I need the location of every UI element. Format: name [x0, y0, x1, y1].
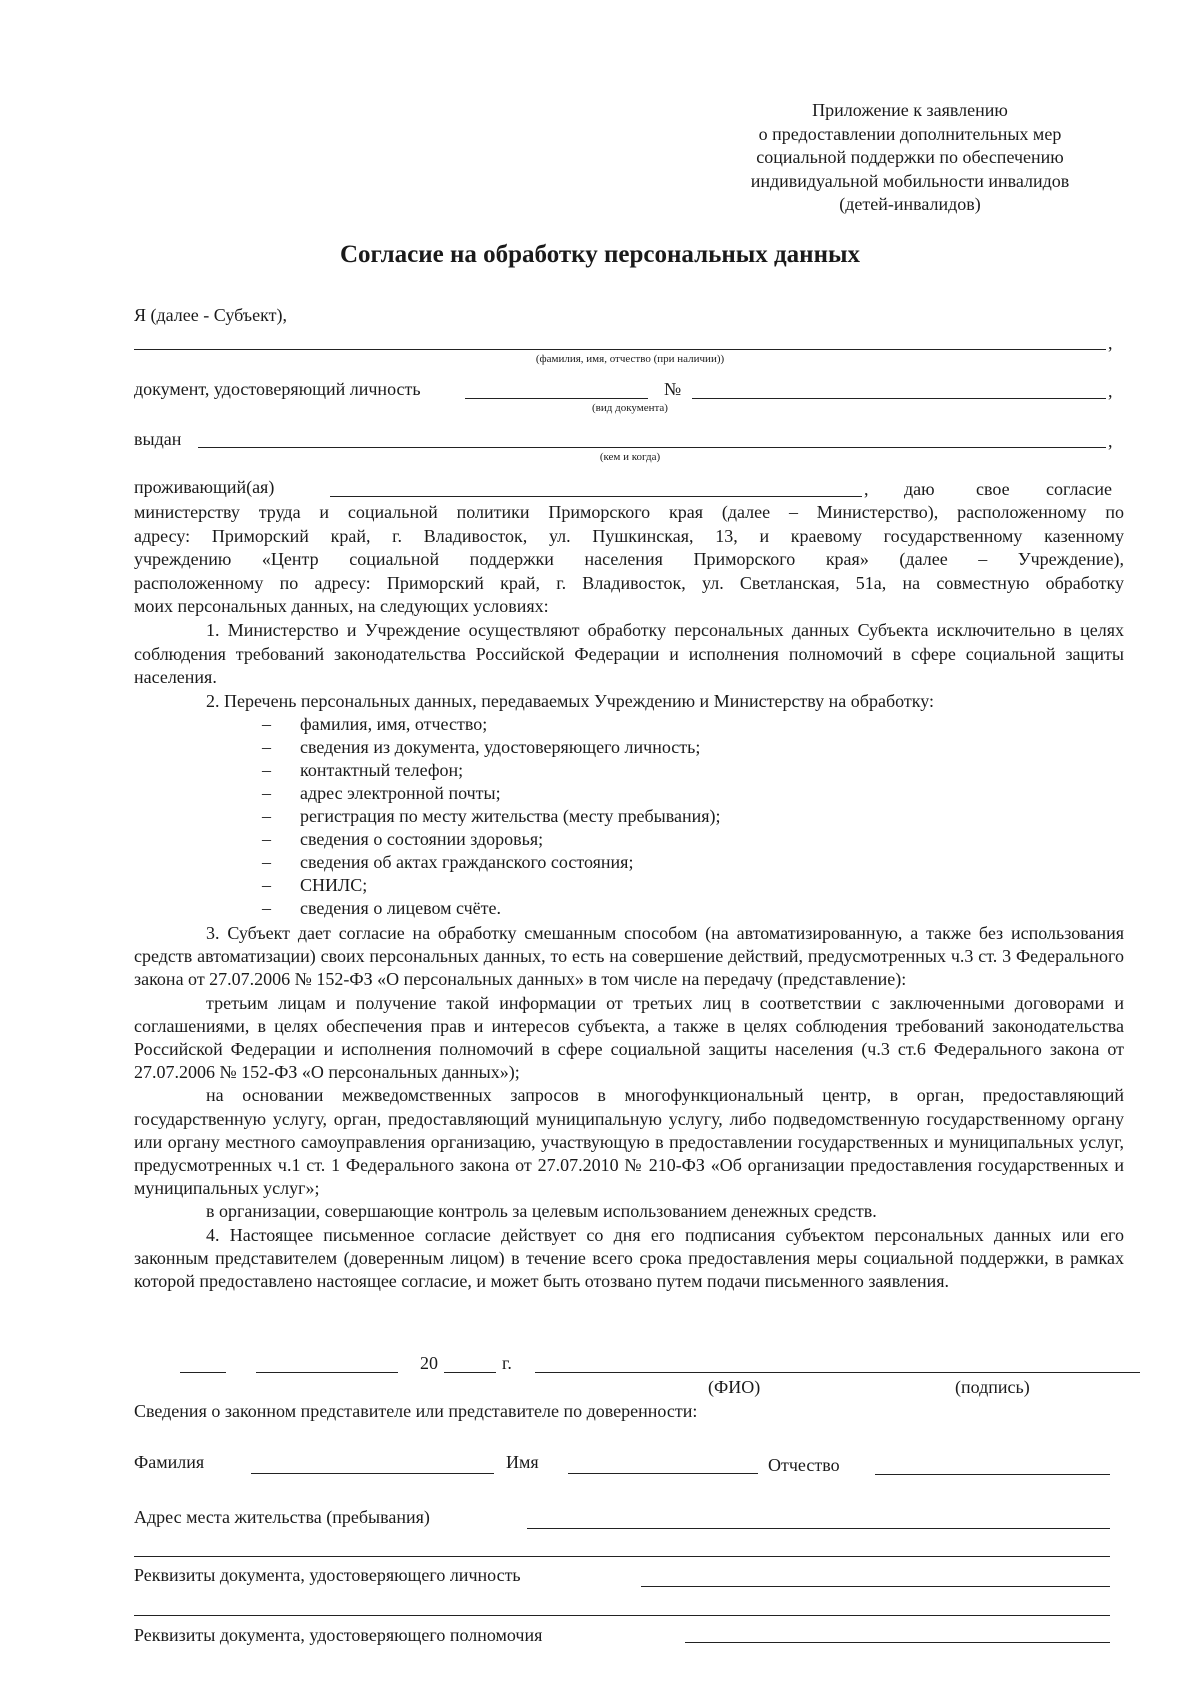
comma: , — [864, 479, 869, 499]
appendix-line: социальной поддержки по обеспечению — [756, 147, 1064, 167]
list-item: – регистрация по месту жительства (месту пребывания); — [262, 806, 721, 826]
issued-caption: (кем и когда) — [599, 451, 661, 463]
list-item: – сведения об актах гражданского состояния; — [262, 852, 634, 872]
consent-word: свое — [976, 479, 1010, 499]
subject-fio-field[interactable] — [134, 349, 1106, 350]
appendix-line: индивидуальной мобильности инвалидов — [750, 170, 1070, 191]
list-item: – сведения о лицевом счёте. — [262, 898, 502, 918]
comma: , — [1108, 431, 1113, 451]
year-prefix: 20 — [420, 1353, 438, 1373]
intro-line: адресу: Приморский край, г. Владивосток, ул. Пушкинская, 13, и краевому государственному казенному — [134, 525, 1124, 546]
issued-label: выдан — [134, 429, 182, 449]
address-field-line-2[interactable] — [134, 1556, 1110, 1557]
dash-icon: – — [262, 737, 271, 757]
clause-3c: в организации, совершающие контроль за целевым использованием денежных средств. — [206, 1201, 877, 1222]
intro-line: расположенному по адресу: Приморский край, г. Владивосток, ул. Светланская, 51а, на совместную обработку — [134, 572, 1124, 593]
patronymic-label: Отчество — [768, 1455, 840, 1475]
authority-doc-field[interactable] — [685, 1642, 1110, 1643]
year-suffix: г. — [502, 1353, 512, 1373]
clause-3: 3. Субъект дает согласие на обработку смешанным способом (на автоматизированную, а также без использования средств автоматизации) своих персональных данных, то есть на совершение действий, предусмотренных ч.3 ст. 3 Федерального закона от 27.07.2006 № 152-ФЗ «О персональных данных» в том числе на передачу (представление): — [134, 923, 1124, 990]
subject-intro: Я (далее - Субъект), — [134, 305, 287, 325]
appendix-line: (детей-инвалидов) — [839, 194, 981, 214]
clauses-3-4 — [134, 922, 1124, 1293]
dash-icon: – — [262, 806, 271, 826]
residing-field[interactable] — [330, 496, 862, 497]
list-item: – СНИЛС; — [262, 875, 368, 895]
personal-data-list — [262, 713, 721, 920]
page-title: Согласие на обработку персональных данных — [339, 241, 860, 268]
list-item: – сведения из документа, удостоверяющего личность; — [262, 737, 701, 757]
list-item: – адрес электронной почты; — [262, 783, 501, 803]
dash-icon: – — [262, 829, 271, 849]
fio-caption: (ФИО) — [708, 1377, 761, 1397]
date-year-field[interactable] — [444, 1372, 496, 1373]
comma: , — [1108, 333, 1113, 353]
clause-3a: третьим лицам и получение такой информации от третьих лиц в соответствии с заключенными договорами и соглашениями, в целях обеспечения прав и интересов субъекта, а также в целях соблюдения требований законодательства Российской Федерации и исполнения полномочий в сфере социальной защиты населения (ч.3 ст.6 Федерального закона от 27.07.2006 № 152-ФЗ «О персональных данных»); — [134, 992, 1124, 1083]
doc-number-field[interactable] — [692, 398, 1106, 399]
dash-icon: – — [262, 714, 271, 734]
address-field[interactable] — [527, 1528, 1110, 1529]
appendix-line: о предоставлении дополнительных мер — [758, 123, 1062, 144]
residing-label: проживающий(ая) — [134, 477, 275, 497]
id-doc-field[interactable] — [641, 1586, 1110, 1587]
clause-1: 1. Министерство и Учреждение осуществляют обработку персональных данных Субъекта исключительно в целях соблюдения требований законодательства Российской Федерации и исполнения полномочий в сфере социальной защиты населения. — [134, 620, 1124, 687]
signature-caption: (подпись) — [955, 1377, 1030, 1397]
consent-word: согласие — [1046, 479, 1113, 499]
address-label: Адрес места жительства (пребывания) — [134, 1507, 430, 1527]
patronymic-field[interactable] — [875, 1474, 1110, 1475]
intro-line: моих персональных данных, на следующих условиях: — [134, 596, 549, 616]
intro-block — [134, 501, 1124, 619]
name-field[interactable] — [568, 1473, 758, 1474]
dash-icon: – — [262, 783, 271, 803]
dash-icon: – — [262, 760, 271, 780]
doc-label: документ, удостоверяющий личность — [134, 379, 421, 399]
representative-heading: Сведения о законном представителе или представителе по доверенности: — [134, 1401, 698, 1421]
surname-label: Фамилия — [134, 1452, 205, 1472]
fio-caption: (фамилия, имя, отчество (при наличии)) — [535, 353, 725, 365]
list-item: – фамилия, имя, отчество; — [262, 714, 488, 734]
clause-3b: на основании межведомственных запросов в многофункциональный центр, в орган, предоставляющий государственную услугу, орган, предоставляющий муниципальную услугу, либо подведомственную государственному органу или органу местного самоуправления организацию, участвующую в предоставлении государственных и муниципальных услуг, предусмотренных ч.1 ст. 1 Федерального закона от 27.07.2010 № 210-ФЗ «Об организации предоставления государственных и муниципальных услуг»; — [134, 1085, 1124, 1199]
appendix-line: Приложение к заявлению — [812, 100, 1008, 120]
clause-4: 4. Настоящее письменное согласие действует со дня его подписания субъектом персональных данных или его законным представителем (доверенным лицом) в течение всего срока предоставления меры социальной поддержки, в рамках которой предоставлено настоящее согласие, и может быть отозвано путем подачи письменного заявления. — [134, 1224, 1124, 1292]
date-month-field[interactable] — [256, 1372, 398, 1373]
doc-number-sign: № — [664, 379, 682, 399]
intro-line: министерству труда и социальной политики Приморского края (далее – Министерство), расположенному по — [134, 502, 1124, 522]
id-doc-field-line-2[interactable] — [134, 1615, 1110, 1616]
authority-doc-label: Реквизиты документа, удостоверяющего полномочия — [134, 1625, 543, 1645]
name-label: Имя — [506, 1452, 539, 1472]
consent-word: даю — [904, 479, 935, 499]
comma: , — [1108, 381, 1113, 401]
list-item: – контактный телефон; — [262, 760, 464, 780]
dash-icon: – — [262, 875, 271, 895]
list-item: – сведения о состоянии здоровья; — [262, 829, 544, 849]
surname-field[interactable] — [251, 1473, 494, 1474]
doc-type-field[interactable] — [465, 398, 648, 399]
issued-field[interactable] — [198, 447, 1106, 448]
signature-fio-field[interactable] — [535, 1372, 1140, 1373]
date-day-field[interactable] — [180, 1372, 226, 1373]
id-doc-label: Реквизиты документа, удостоверяющего личность — [134, 1565, 521, 1585]
clause-2: 2. Перечень персональных данных, передаваемых Учреждению и Министерству на обработку: — [206, 690, 934, 711]
intro-line: учреждению «Центр социальной поддержки населения Приморского края» (далее – Учреждение), — [134, 549, 1124, 569]
dash-icon: – — [262, 852, 271, 872]
dash-icon: – — [262, 898, 271, 918]
clauses-1-2 — [134, 619, 1124, 713]
appendix-note — [700, 99, 1120, 217]
doc-caption: (вид документа) — [592, 402, 668, 414]
